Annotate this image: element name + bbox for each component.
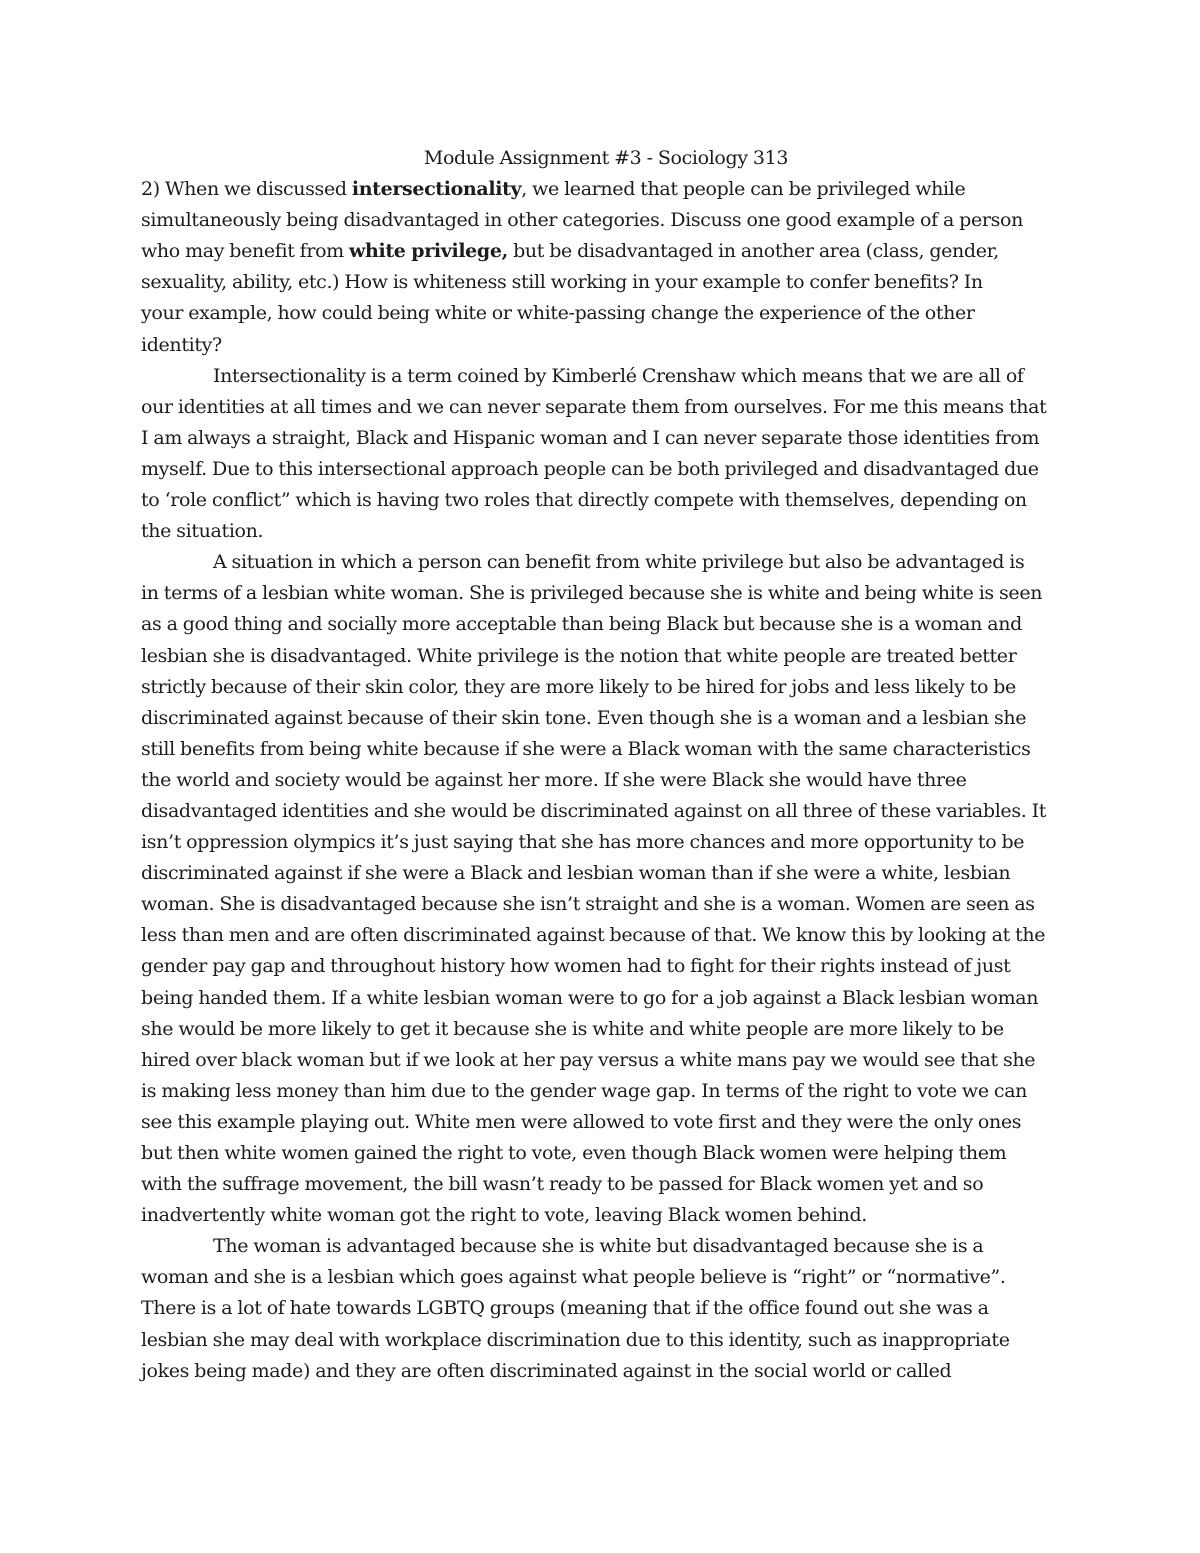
paragraph-line: but then white women gained the right to vote, even though Black women were helping them: [141, 1142, 1007, 1164]
paragraph-line: see this example playing out. White men were allowed to vote first and they were the only ones: [141, 1110, 1022, 1133]
document-body: [141, 143, 1071, 1387]
text-run: your example, how could being white or white-passing change the experience of the other: [141, 302, 975, 325]
paragraph-line: the world and society would be against her more. If she were Black she would have three: [141, 768, 967, 791]
paragraph-line: strictly because of their skin color, they are more likely to be hired for jobs and less likely to be: [141, 675, 1016, 698]
paragraph-line: being handed them. If a white lesbian woman were to go for a job against a Black lesbian woman: [141, 986, 1039, 1009]
text-run: , we learned that people can be privileged while: [521, 178, 966, 201]
paragraph-line: A situation in which a person can benefit from white privilege but also be advantaged is: [213, 551, 1025, 574]
paragraph-line: discriminated against if she were a Black and lesbian woman than if she were a white, lesbian: [141, 862, 1011, 885]
prompt-line: [141, 174, 1071, 205]
paragraph: [141, 547, 1071, 1231]
paragraph-line: lesbian she may deal with workplace discrimination due to this identity, such as inappropriate: [141, 1328, 1010, 1351]
paragraph-line: disadvantaged identities and she would be discriminated against on all three of these variables. It: [141, 799, 1047, 822]
text-run: who may benefit from: [141, 240, 350, 263]
paragraph-line: myself. Due to this intersectional approach people can be both privileged and disadvantaged due: [141, 457, 1039, 480]
paragraph-line: inadvertently white woman got the right to vote, leaving Black women behind.: [141, 1204, 867, 1227]
prompt-line: [141, 267, 1071, 298]
paragraph-line: woman. She is disadvantaged because she isn’t straight and she is a woman. Women are seen as: [141, 893, 1035, 916]
paragraph-line: woman and she is a lesbian which goes against what people believe is “right” or “normative”.: [141, 1266, 1006, 1289]
paragraph-line: There is a lot of hate towards LGBTQ groups (meaning that if the office found out she was a: [141, 1297, 989, 1320]
paragraph-line: gender pay gap and throughout history how women had to fight for their rights instead of just: [141, 955, 1011, 978]
prompt-line: [141, 330, 1071, 361]
paragraph-line: our identities at all times and we can never separate them from ourselves. For me this means that: [141, 395, 1047, 418]
text-run: simultaneously being disadvantaged in other categories. Discuss one good example of a person: [141, 209, 1023, 232]
paragraph-line: to ‘role conflict” which is having two roles that directly compete with themselves, depending on: [141, 489, 1027, 512]
paragraph-line: The woman is advantaged because she is white but disadvantaged because she is a: [213, 1235, 984, 1258]
prompt-line: [141, 298, 1071, 329]
paragraph-line: isn’t oppression olympics it’s just saying that she has more chances and more opportunity to be: [141, 831, 1025, 854]
paragraph-line: still benefits from being white because if she were a Black woman with the same characteristics: [141, 737, 1031, 760]
paragraph: [141, 361, 1071, 548]
bold-term: intersectionality: [351, 178, 522, 201]
paragraph-line: the situation.: [141, 520, 264, 543]
paragraph-line: jokes being made) and they are often discriminated against in the social world or called: [141, 1359, 952, 1382]
paragraph-line: Intersectionality is a term coined by Kimberlé Crenshaw which means that we are all of: [213, 364, 1024, 387]
paragraph-line: less than men and are often discriminated against because of that. We know this by looking at the: [141, 924, 1046, 947]
text-run: 2) When we discussed: [141, 178, 352, 201]
paragraph-line: I am always a straight, Black and Hispanic woman and I can never separate those identities from: [141, 426, 1040, 449]
paragraph-line: with the suffrage movement, the bill wasn’t ready to be passed for Black women yet and so: [141, 1173, 984, 1196]
bold-term: white privilege,: [349, 240, 508, 263]
prompt-line: [141, 205, 1071, 236]
paragraph-line: she would be more likely to get it because she is white and white people are more likely to be: [141, 1017, 1004, 1040]
paragraph-line: discriminated against because of their skin tone. Even though she is a woman and a lesbian she: [141, 706, 1027, 729]
assignment-prompt: [141, 174, 1071, 361]
paragraph-line: hired over black woman but if we look at her pay versus a white mans pay we would see that she: [141, 1048, 1036, 1071]
paragraph-line: in terms of a lesbian white woman. She is privileged because she is white and being white is seen: [141, 582, 1043, 605]
paragraph-line: lesbian she is disadvantaged. White privilege is the notion that white people are treated better: [141, 644, 1017, 667]
text-run: but be disadvantaged in another area (class, gender,: [507, 240, 999, 263]
paragraph: [141, 1231, 1071, 1386]
document-title: Module Assignment #3 - Sociology 313: [423, 147, 789, 169]
text-run: sexuality, ability, etc.) How is whiteness still working in your example to confer benefits? In: [141, 271, 983, 294]
text-run: identity?: [141, 333, 222, 356]
paragraph-line: is making less money than him due to the gender wage gap. In terms of the right to vote we can: [141, 1079, 1028, 1102]
paragraph-line: as a good thing and socially more acceptable than being Black but because she is a woman and: [141, 613, 1022, 636]
prompt-line: [141, 236, 1071, 267]
